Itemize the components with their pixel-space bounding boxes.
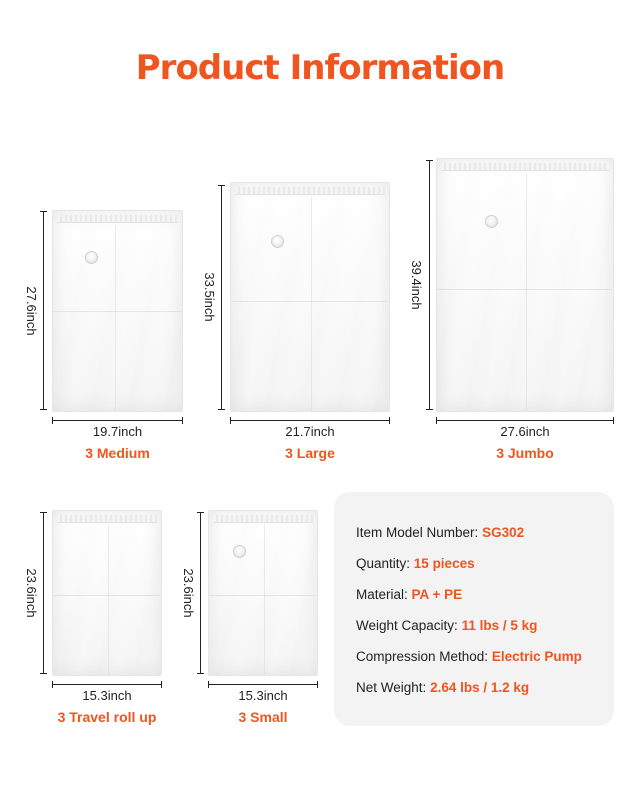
width-dimension-line bbox=[230, 420, 390, 421]
bag-fold bbox=[311, 197, 312, 411]
dimension-cap bbox=[613, 417, 614, 424]
spec-row-compression-method bbox=[356, 649, 582, 664]
bag-image-jumbo bbox=[436, 158, 614, 412]
valve-icon bbox=[271, 235, 284, 248]
product-name: 3 Jumbo bbox=[496, 445, 554, 461]
width-label: 19.7inch bbox=[92, 424, 143, 439]
bag-image-medium bbox=[52, 210, 183, 412]
spec-row-quantity bbox=[356, 556, 475, 571]
bag-fold bbox=[209, 595, 317, 596]
height-dimension-line bbox=[221, 185, 222, 409]
height-dimension-line bbox=[43, 211, 44, 410]
dimension-cap bbox=[52, 681, 53, 688]
spec-value: PA + PE bbox=[411, 587, 463, 602]
dimension-cap bbox=[389, 417, 390, 424]
height-label: 33.5inch bbox=[202, 272, 217, 322]
bag-seal bbox=[441, 163, 609, 171]
spec-label: Item Model Number: bbox=[356, 525, 479, 540]
bag-fold bbox=[526, 173, 527, 411]
bag-fold bbox=[108, 525, 109, 675]
dimension-cap bbox=[426, 160, 433, 161]
spec-value: 15 pieces bbox=[413, 556, 475, 571]
bag-seal bbox=[57, 515, 157, 523]
dimension-cap bbox=[161, 681, 162, 688]
dimension-cap bbox=[208, 681, 209, 688]
valve-icon bbox=[85, 251, 98, 264]
bag-fold bbox=[231, 301, 389, 302]
dimension-cap bbox=[426, 409, 433, 410]
spec-value: SG302 bbox=[482, 525, 525, 540]
spec-value: 11 lbs / 5 kg bbox=[461, 618, 538, 633]
spec-label: Weight Capacity: bbox=[356, 618, 458, 633]
bag-seal bbox=[57, 215, 178, 223]
width-dimension-line bbox=[52, 420, 183, 421]
specifications-panel bbox=[334, 492, 614, 726]
width-label: 27.6inch bbox=[500, 424, 550, 439]
height-dimension-line bbox=[200, 512, 201, 674]
width-dimension-line bbox=[52, 684, 162, 685]
spec-label: Quantity: bbox=[356, 556, 411, 571]
height-label: 27.6inch bbox=[24, 286, 39, 336]
dimension-cap bbox=[52, 417, 53, 424]
bag-fold bbox=[264, 525, 265, 675]
dimension-cap bbox=[317, 681, 318, 688]
spec-row-net-weight bbox=[356, 680, 529, 695]
bag-image-travel-roll-up bbox=[52, 510, 162, 676]
page-title: Product Information bbox=[135, 48, 505, 88]
spec-row-weight-capacity bbox=[356, 618, 537, 633]
dimension-cap bbox=[40, 673, 47, 674]
spec-row-model-number bbox=[356, 525, 524, 540]
spec-label: Material: bbox=[356, 587, 408, 602]
product-name: 3 Small bbox=[238, 709, 288, 725]
width-label: 15.3inch bbox=[238, 688, 288, 703]
spec-label: Compression Method: bbox=[356, 649, 489, 664]
spec-label: Net Weight: bbox=[356, 680, 427, 695]
bag-fold bbox=[53, 595, 161, 596]
dimension-cap bbox=[230, 417, 231, 424]
bag-image-large bbox=[230, 182, 390, 412]
bag-fold bbox=[115, 225, 116, 411]
dimension-cap bbox=[40, 409, 47, 410]
width-dimension-line bbox=[208, 684, 318, 685]
height-label: 23.6inch bbox=[24, 568, 39, 618]
dimension-cap bbox=[197, 512, 204, 513]
bag-fold bbox=[53, 311, 182, 312]
dimension-cap bbox=[197, 673, 204, 674]
bag-seal bbox=[213, 515, 313, 523]
product-name: 3 Large bbox=[285, 445, 335, 461]
height-dimension-line bbox=[43, 512, 44, 674]
spec-value: Electric Pump bbox=[491, 649, 582, 664]
dimension-cap bbox=[182, 417, 183, 424]
product-name: 3 Travel roll up bbox=[57, 709, 157, 725]
width-label: 15.3inch bbox=[82, 688, 132, 703]
height-dimension-line bbox=[429, 160, 430, 409]
valve-icon bbox=[233, 545, 246, 558]
height-label: 39.4inch bbox=[409, 260, 424, 310]
dimension-cap bbox=[218, 409, 225, 410]
bag-image-small bbox=[208, 510, 318, 676]
product-name: 3 Medium bbox=[85, 445, 150, 461]
valve-icon bbox=[485, 215, 498, 228]
dimension-cap bbox=[218, 185, 225, 186]
dimension-cap bbox=[436, 417, 437, 424]
dimension-cap bbox=[40, 512, 47, 513]
width-label: 21.7inch bbox=[285, 424, 335, 439]
bag-seal bbox=[235, 187, 385, 195]
height-label: 23.6inch bbox=[181, 568, 196, 618]
width-dimension-line bbox=[436, 420, 614, 421]
bag-fold bbox=[437, 289, 613, 290]
spec-row-material bbox=[356, 587, 462, 602]
dimension-cap bbox=[40, 211, 47, 212]
spec-value: 2.64 lbs / 1.2 kg bbox=[430, 680, 530, 695]
